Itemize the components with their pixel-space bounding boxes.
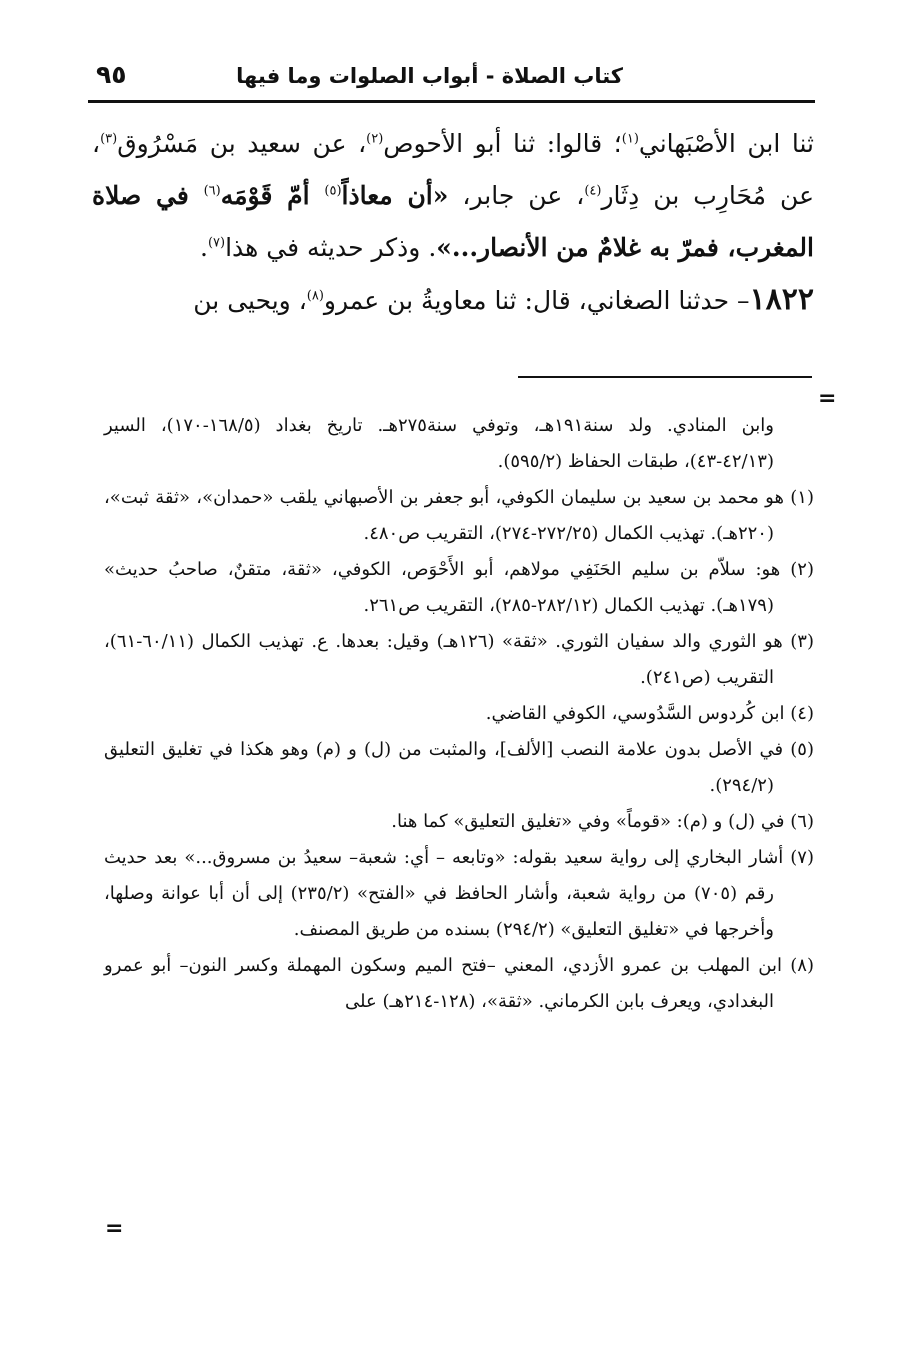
footnote-ref: (٤): [584, 183, 602, 199]
footnote-text: هو محمد بن سعيد بن سليمان الكوفي، أبو جعفر بن الأصبهاني يلقب «حمدان»، «ثقة ثبت»، (٢٢٠هـ). تهذيب الكمال (٢٧٢/٢٥-٢٧٤)، التقريب ص٤٨٠.: [104, 487, 784, 544]
hadith-quote: «أن معاذاً: [341, 181, 449, 210]
main-paragraph: [92, 118, 814, 274]
footnote-number: (٣): [790, 631, 814, 652]
hadith-quote: أمّ قَوْمَه: [220, 181, 325, 210]
footnote-number: (٢): [790, 559, 814, 580]
hadith-quote: في صلاة المغرب، فمرّ به غلامٌ من الأنصار...»: [92, 181, 814, 262]
footnote: [104, 948, 814, 1020]
text-segment: ثنا ابن الأصْبَهاني: [638, 129, 814, 158]
main-paragraph: [92, 274, 814, 327]
text-segment: ، عن جابر،: [448, 181, 585, 210]
footnote-ref: (٦): [203, 183, 221, 199]
footnotes: [104, 408, 814, 1020]
footnote-number: (٥): [790, 739, 814, 760]
running-head: [88, 58, 815, 98]
continuation-mark: =: [818, 386, 837, 411]
text-segment: ؛ قالوا: ثنا أبو الأحوص: [383, 129, 622, 158]
footnote: [104, 840, 814, 948]
footnote-text: ابن المهلب بن عمرو الأزدي، المعني –فتح الميم وسكون المهملة وكسر النون– أبو عمرو البغدادي، ويعرف بابن الكرماني. «ثقة»، (١٢٨-٢١٤هـ) على: [104, 955, 783, 1012]
text-segment: ، عن مُحَارِب بن دِثَار: [92, 129, 815, 210]
text-segment: – حدثنا الصغاني، قال: ثنا معاويةُ بن عمرو: [323, 286, 750, 315]
footnote-number: (٨): [790, 955, 814, 976]
footnote-number: (٧): [790, 847, 814, 868]
footnote: [104, 732, 814, 804]
footnote-text: في الأصل بدون علامة النصب [الألف]، والمثبت من (ل) و (م) وهو هكذا في تغليق التعليق (٢٩٤/٢).: [104, 739, 784, 796]
footnote-ref: (٣): [100, 131, 118, 147]
footnote: [104, 696, 814, 732]
running-title: كتاب الصلاة - أبواب الصلوات وما فيها: [236, 64, 623, 88]
footnote: [104, 624, 814, 696]
footnote-ref: (٧): [207, 235, 226, 251]
footnote-ref: (١): [621, 131, 639, 147]
footnote-text: هو: سلاّم بن سليم الحَنَفِي مولاهم، أبو الأَحْوَص، الكوفي، «ثقة، متقنٌ، صاحبُ حديث» (١٧٩هـ). تهذيب الكمال (٢٨٢/١٢-٢٨٥)، التقريب ص٢٦١.: [104, 559, 781, 616]
footnote-number: (١): [790, 487, 814, 508]
footnote-ref: (٨): [306, 288, 324, 304]
footnote-ref: (٢): [366, 131, 384, 147]
text-segment: ، عن سعيد بن مَسْرُوق: [117, 129, 367, 158]
page-number: ٩٥: [96, 60, 127, 89]
footnote-text: أشار البخاري إلى رواية سعيد بقوله: «وتابعه – أي: شعبة– سعيدُ بن مسروق...» بعد حديث رقم (٧٠٥) من رواية شعبة، وأشار الحافظ في «الفتح» (٢٣٥/٢) إلى أن أبا عوانة وصلها، وأخرجها في «تغليق التعليق» (٢٩٤/٢) بسنده من طريق المصنف.: [104, 847, 784, 940]
text-segment: . وذكر حديثه في هذا: [225, 233, 437, 262]
footnote-text: ابن كُردوس السَّدُوسي، الكوفي القاضي.: [485, 703, 785, 724]
main-text: [92, 118, 814, 327]
footnote-number: (٤): [790, 703, 814, 724]
footnote: [104, 480, 814, 552]
text-segment: ، ويحيى بن: [193, 286, 307, 315]
footnote-ref: (٥): [324, 183, 342, 199]
footnote: [104, 552, 814, 624]
footnote-number: (٦): [790, 811, 814, 832]
header-rule: [88, 100, 815, 103]
footnote-text: في (ل) و (م): «قوماً» وفي «تغليق التعليق» كما هنا.: [391, 811, 785, 832]
footnote-continuation: وابن المنادي. ولد سنة١٩١هـ، وتوفي سنة٢٧٥هـ. تاريخ بغداد (١٦٨/٥-١٧٠)، السير (٤٢/١٣-٤٣)، طبقات الحفاظ (٥٩٥/٢).: [104, 415, 774, 472]
footnote-separator: [518, 376, 812, 378]
hadith-number: ١٨٢٢: [749, 282, 814, 317]
footnote: [104, 804, 814, 840]
text-segment: .: [200, 233, 208, 262]
continuation-mark: =: [105, 1216, 124, 1241]
footnote-text: هو الثوري والد سفيان الثوري. «ثقة» (١٢٦هـ) وقيل: بعدها. ع. تهذيب الكمال (٦٠/١١-٦١)، التقريب (ص٢٤١).: [104, 631, 783, 688]
